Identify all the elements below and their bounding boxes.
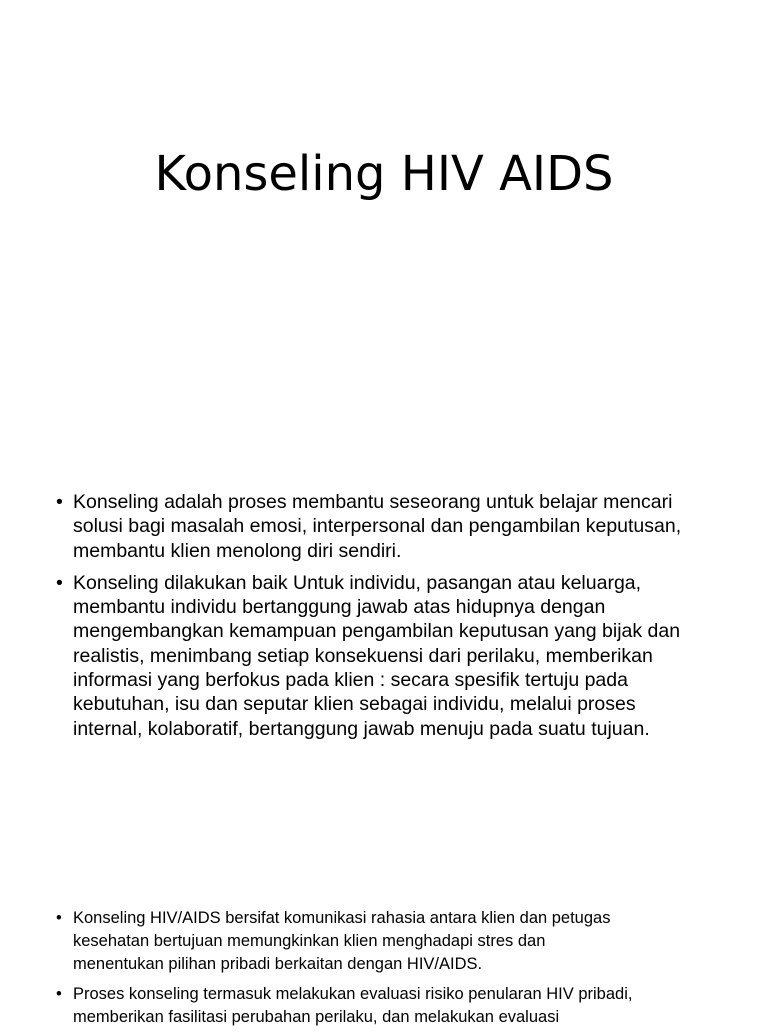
bullet-line: informasi yang berfokus pada klien : secara spesifik tertuju pada (73, 669, 628, 692)
bullet-line: Proses konseling termasuk melakukan evaluasi risiko penularan HIV pribadi, (73, 984, 633, 1003)
bullet-line: menentukan pilihan pribadi berkaitan dengan HIV/AIDS. (73, 955, 483, 974)
bullet-marker: • (56, 984, 62, 1003)
bullet-item (56, 490, 716, 563)
bullet-line: memberikan fasilitasi perubahan perilaku, dan melakukan evaluasi (73, 1007, 560, 1026)
bullet-line: realistis, menimbang setiap konsekuensi dari perilaku, memberikan (73, 644, 653, 667)
bullet-marker: • (56, 909, 62, 927)
bullet-item (56, 983, 716, 1029)
bullet-line: internal, kolaboratif, bertanggung jawab menuju pada suatu tujuan. (73, 717, 650, 740)
bullet-line: mengembangkan kemampuan pengambilan keputusan yang bijak dan (73, 620, 681, 643)
bullet-line: membantu klien menolong diri sendiri. (73, 539, 402, 562)
hiv-counseling-bullet-list (56, 907, 716, 1035)
bullet-line: Konseling dilakukan baik Untuk individu, pasangan atau keluarga, (73, 571, 642, 594)
slide-title: Konseling HIV AIDS (154, 146, 614, 203)
bullet-line: Konseling adalah proses membantu seseorang untuk belajar mencari (73, 491, 673, 513)
bullet-line: kesehatan bertujuan memungkinkan klien menghadapi stres dan (73, 932, 546, 951)
bullet-marker: • (56, 491, 63, 513)
definition-bullet-list (56, 490, 716, 749)
bullet-line: kebutuhan, isu dan seputar klien sebagai individu, melalui proses (73, 693, 636, 716)
bullet-item (56, 571, 716, 741)
bullet-line: Konseling HIV/AIDS bersifat komunikasi rahasia antara klien dan petugas (73, 909, 611, 927)
bullet-marker: • (56, 571, 63, 594)
bullet-line: solusi bagi masalah emosi, interpersonal dan pengambilan keputusan, (73, 515, 682, 538)
bullet-line: membantu individu bertanggung jawab atas hidupnya dengan (73, 596, 606, 619)
bullet-item (56, 907, 716, 977)
